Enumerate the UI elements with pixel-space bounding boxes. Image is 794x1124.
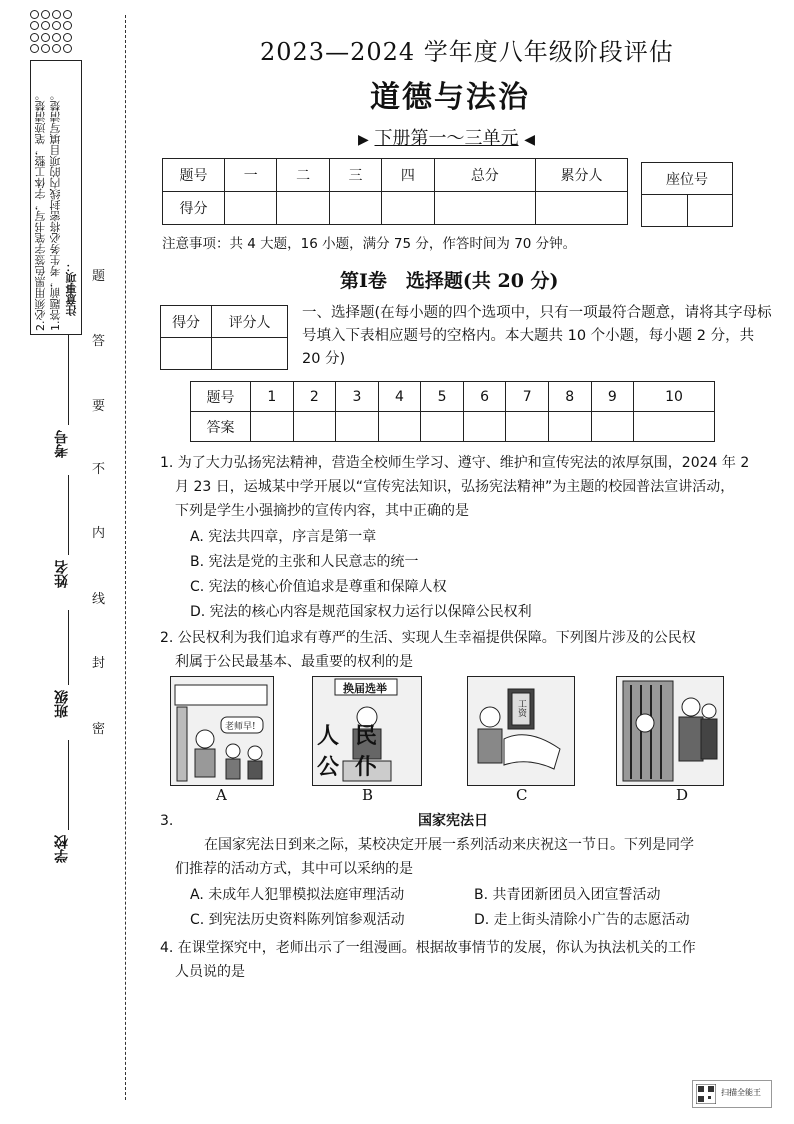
q2-picture-d[interactable] xyxy=(616,676,724,786)
school-cartoon-illustration xyxy=(171,677,272,784)
answer-number: 9 xyxy=(591,382,634,412)
answer-table xyxy=(190,381,715,442)
q2-picture-b-caption: 人民公仆 xyxy=(317,723,394,780)
answer-cell[interactable] xyxy=(463,412,506,442)
q2-picture-c-letter: C xyxy=(516,786,528,804)
seat-cell[interactable] xyxy=(642,195,688,227)
grader-score-label: 得分 xyxy=(161,306,212,338)
grader-score-cell[interactable] xyxy=(161,338,212,370)
q1-option-c[interactable]: C. 宪法的核心价值追求是尊重和保障人权 xyxy=(190,579,447,595)
detention-cartoon-illustration xyxy=(617,677,722,784)
answer-cell[interactable] xyxy=(251,412,294,442)
q1-option-a[interactable]: A. 宪法共四章，序言是第一章 xyxy=(190,529,377,545)
score-cell[interactable] xyxy=(225,192,277,225)
q1-stem-line-1: 1. 为了大力弘扬宪法精神，营造全校师生学习、遵守、维护和宣传宪法的浓厚氛围，2024 年 2 xyxy=(160,455,750,471)
seat-label: 座位号 xyxy=(642,163,733,195)
binding-char-5: 内 xyxy=(92,526,106,541)
q1-stem-line-2: 月 23 日，运城某中学开展以“宣传宪法知识，弘扬宪法精神”为主题的校园普法宣讲活动， xyxy=(175,479,735,495)
q3-title: 国家宪法日 xyxy=(418,813,488,829)
score-header-cell: 四 xyxy=(382,159,434,192)
field-label-exam-number: 考号 xyxy=(54,430,70,458)
answer-number: 5 xyxy=(421,382,464,412)
triangle-left-icon: ◀ xyxy=(524,132,536,148)
score-cell[interactable] xyxy=(277,192,329,225)
subject-title: 道德与法治 xyxy=(370,80,530,115)
field-label-name: 姓名 xyxy=(54,560,70,588)
q1-option-b[interactable]: B. 宪法是党的主张和人民意志的统一 xyxy=(190,554,419,570)
binding-notice-title: 注意事项： xyxy=(65,261,78,316)
answer-table-number-label: 题号 xyxy=(191,382,251,412)
q3-number: 3. xyxy=(160,813,174,829)
binding-char-3: 要 xyxy=(92,399,106,414)
grader-table xyxy=(160,305,288,370)
score-header-cell: 题号 xyxy=(163,159,225,192)
field-line-name[interactable] xyxy=(68,475,69,555)
exam-title: 2023—2024 学年度八年级阶段评估 xyxy=(260,38,674,66)
score-header-cell: 三 xyxy=(329,159,381,192)
score-cell[interactable] xyxy=(382,192,434,225)
binding-char-7: 封 xyxy=(92,656,106,671)
q3-option-c[interactable]: C. 到宪法历史资料陈列馆参观活动 xyxy=(190,912,405,928)
q2-stem-line-2: 利属于公民最基本、最重要的权利的是 xyxy=(175,654,413,670)
binding-char-2: 答 xyxy=(92,334,106,349)
q2-picture-a-caption: 老师早! xyxy=(225,722,256,732)
answer-number: 4 xyxy=(378,382,421,412)
grader-name-cell[interactable] xyxy=(212,338,288,370)
q3-stem-line-1: 在国家宪法日到来之际，某校决定开展一系列活动来庆祝这一节日。下列是同学 xyxy=(204,837,694,853)
scope-subtitle xyxy=(358,124,535,150)
answer-cell[interactable] xyxy=(293,412,336,442)
answer-cell[interactable] xyxy=(634,412,715,442)
section-instruction: 一、选择题(在每小题的四个选项中，只有一项最符合题意，请将其字母标号填入下表相应题号的空格内。本大题共 10 个小题，每小题 2 分，共 20 分) xyxy=(302,305,772,367)
q2-picture-a-letter: A xyxy=(216,786,227,804)
q2-picture-b[interactable] xyxy=(312,676,422,786)
sealing-line xyxy=(125,15,126,1100)
answer-cell[interactable] xyxy=(548,412,591,442)
scanner-label: 扫描全能王 xyxy=(721,1088,761,1097)
q4-stem-line-2: 人员说的是 xyxy=(175,964,245,980)
triangle-right-icon: ▶ xyxy=(358,132,369,148)
q2-picture-b-letter: B xyxy=(362,786,374,804)
q2-stem-line-1: 2. 公民权利为我们追求有尊严的生活、实现人生幸福提供保障。下列图片涉及的公民权 xyxy=(160,630,696,646)
answer-number: 8 xyxy=(548,382,591,412)
field-line-school[interactable] xyxy=(68,740,69,830)
answer-cell[interactable] xyxy=(591,412,634,442)
q1-stem-line-3: 下列是学生小强摘抄的宣传内容，其中正确的是 xyxy=(175,503,469,519)
binding-char-1: 题 xyxy=(92,269,106,284)
answer-number: 2 xyxy=(293,382,336,412)
answer-number: 10 xyxy=(634,382,715,412)
binding-notice-box xyxy=(30,60,82,335)
score-cell[interactable] xyxy=(329,192,381,225)
q3-option-a[interactable]: A. 未成年人犯罪模拟法庭审理活动 xyxy=(190,887,405,903)
wages-cartoon-illustration xyxy=(468,677,573,784)
scanner-watermark xyxy=(692,1080,772,1108)
answer-number: 1 xyxy=(251,382,294,412)
binding-notice-line-1: 1.答题前，考生务必将密封线内的项目填写清楚。 xyxy=(49,89,62,331)
score-header-cell: 一 xyxy=(225,159,277,192)
score-header-cell: 累分人 xyxy=(536,159,628,192)
binding-char-4: 不 xyxy=(92,462,106,477)
q3-option-b[interactable]: B. 共青团新团员入团宣誓活动 xyxy=(474,887,661,903)
answer-number: 6 xyxy=(463,382,506,412)
field-label-school: 学校 xyxy=(54,835,70,863)
score-header-cell: 二 xyxy=(277,159,329,192)
seat-cell[interactable] xyxy=(687,195,733,227)
q2-picture-c[interactable] xyxy=(467,676,575,786)
answer-cell[interactable] xyxy=(421,412,464,442)
q4-stem-line-1: 4. 在课堂探究中，老师出示了一组漫画。根据故事情节的发展，你认为执法机关的工作 xyxy=(160,940,696,956)
binding-char-6: 线 xyxy=(92,592,106,607)
q2-picture-c-caption: 工资 xyxy=(516,699,526,717)
q3-stem-line-2: 们推荐的活动方式，其中可以采纳的是 xyxy=(175,861,413,877)
score-cell[interactable] xyxy=(434,192,535,225)
field-line-exam-number[interactable] xyxy=(68,335,69,425)
field-line-class[interactable] xyxy=(68,610,69,685)
binding-notice-line-2: 2.必须用黑色签字笔书写，字体工整，笔迹清楚。 xyxy=(34,89,47,331)
answer-number: 3 xyxy=(336,382,379,412)
grader-name-label: 评分人 xyxy=(212,306,288,338)
binding-char-8: 密 xyxy=(92,722,106,737)
exam-note: 注意事项：共 4 大题，16 小题，满分 75 分，作答时间为 70 分钟。 xyxy=(162,236,577,252)
score-cell[interactable] xyxy=(536,192,628,225)
q1-option-d[interactable]: D. 宪法的核心内容是规范国家权力运行以保障公民权利 xyxy=(190,604,532,620)
answer-table-answer-label: 答案 xyxy=(191,412,251,442)
q2-picture-b-banner: 换届选举 xyxy=(343,682,387,695)
q2-picture-d-letter: D xyxy=(676,786,689,804)
q3-option-d[interactable]: D. 走上街头清除小广告的志愿活动 xyxy=(474,912,690,928)
qr-code-icon xyxy=(696,1084,716,1104)
score-table xyxy=(162,158,628,225)
answer-number: 7 xyxy=(506,382,549,412)
scope-text: 下册第一～三单元 xyxy=(374,128,519,149)
answer-cell[interactable] xyxy=(378,412,421,442)
seat-table xyxy=(641,162,733,227)
section-title: 第Ⅰ卷 选择题(共 20 分) xyxy=(340,270,559,292)
answer-cell[interactable] xyxy=(506,412,549,442)
score-row-label: 得分 xyxy=(163,192,225,225)
field-label-class: 班级 xyxy=(54,690,70,718)
score-header-cell: 总分 xyxy=(434,159,535,192)
q2-picture-a[interactable] xyxy=(170,676,274,786)
answer-cell[interactable] xyxy=(336,412,379,442)
binding-holes xyxy=(30,10,74,54)
